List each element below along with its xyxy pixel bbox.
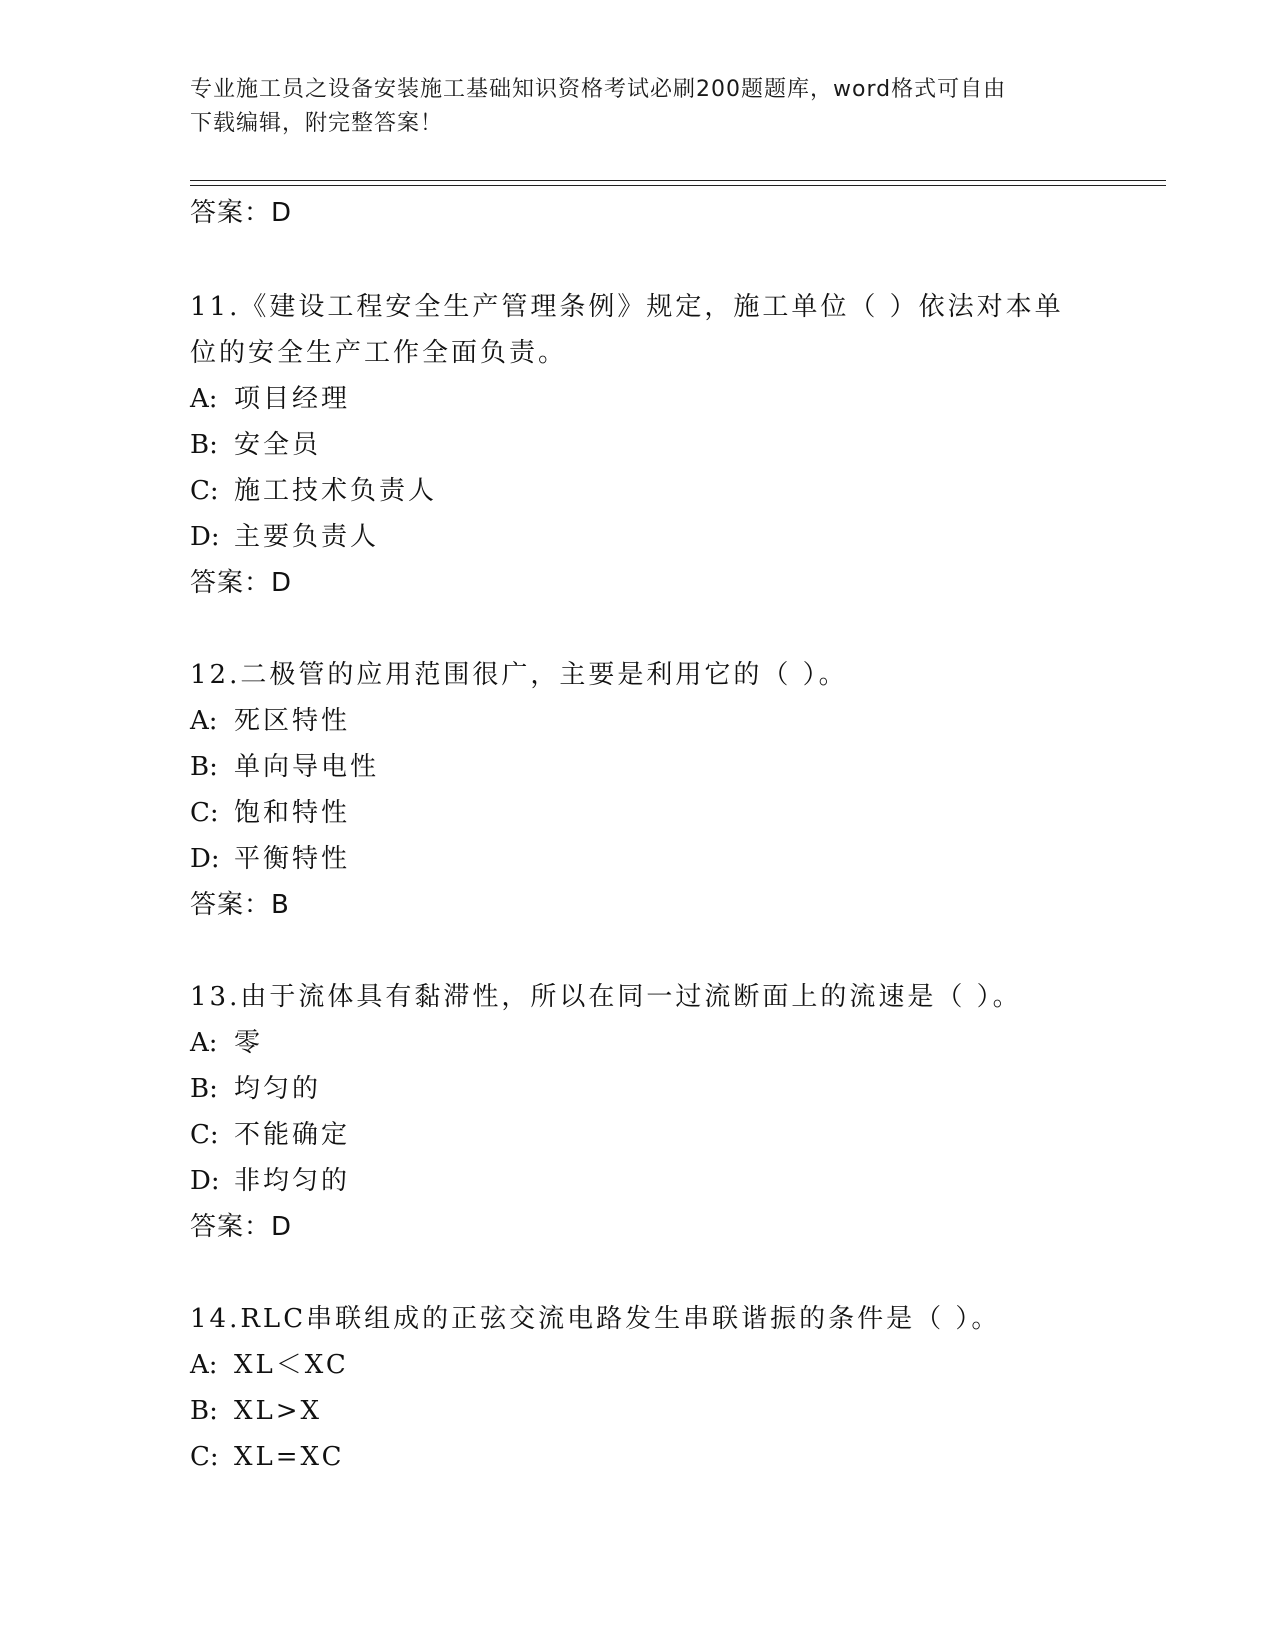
option-text: 非均匀的 (234, 1166, 351, 1196)
option-text: XL=XC (234, 1442, 345, 1472)
option-key: D: (190, 1166, 220, 1196)
question-11 (190, 284, 1150, 606)
option-d (190, 836, 1150, 882)
option-a (190, 376, 1150, 422)
question-13 (190, 974, 1150, 1250)
option-key: C: (190, 1442, 219, 1472)
option-key: C: (190, 476, 219, 506)
option-text: XL>X (234, 1396, 323, 1426)
option-key: C: (190, 798, 219, 828)
option-d (190, 514, 1150, 560)
option-key: A: (190, 1350, 218, 1380)
option-text: 平衡特性 (234, 844, 351, 874)
option-a (190, 1342, 1150, 1388)
option-text: 均匀的 (234, 1074, 322, 1104)
option-key: B: (190, 1074, 218, 1104)
option-key: A: (190, 706, 218, 736)
option-d (190, 1158, 1150, 1204)
header-line-1: 专业施工员之设备安装施工基础知识资格考试必刷200题题库，word格式可自由 (190, 77, 1007, 102)
option-b (190, 422, 1150, 468)
option-a (190, 698, 1150, 744)
option-text: 饱和特性 (234, 798, 351, 828)
option-text: 项目经理 (234, 384, 351, 414)
header-divider-bottom (190, 185, 1166, 186)
question-12 (190, 652, 1150, 928)
option-key: B: (190, 752, 218, 782)
question-stem: 13.由于流体具有黏滞性，所以在同一过流断面上的流速是（ ）。 (190, 982, 1022, 1012)
question-stem: 11.《建设工程安全生产管理条例》规定，施工单位（ ）依法对本单位的安全生产工作全面负责。 (190, 292, 1064, 368)
question-14 (190, 1296, 1150, 1480)
option-b (190, 1066, 1150, 1112)
option-key: B: (190, 1396, 218, 1426)
option-key: D: (190, 522, 220, 552)
option-text: 零 (234, 1028, 264, 1058)
answer-line: 答案：D (190, 1212, 293, 1242)
option-b (190, 744, 1150, 790)
option-c (190, 1112, 1150, 1158)
question-list (190, 190, 1150, 1526)
header-divider-top (190, 180, 1166, 181)
option-b (190, 1388, 1150, 1434)
option-c (190, 468, 1150, 514)
option-text: 单向导电性 (234, 752, 380, 782)
option-c (190, 1434, 1150, 1480)
option-text: 主要负责人 (234, 522, 380, 552)
answer-line: 答案：B (190, 890, 290, 920)
option-key: A: (190, 1028, 218, 1058)
previous-answer: 答案：D (190, 198, 293, 228)
question-stem: 12.二极管的应用范围很广，主要是利用它的（ ）。 (190, 660, 848, 690)
option-a (190, 1020, 1150, 1066)
answer-line: 答案：D (190, 568, 293, 598)
document-header (190, 73, 1090, 141)
header-line-2: 下载编辑，附完整答案！ (190, 111, 444, 136)
option-text: 不能确定 (234, 1120, 351, 1150)
option-c (190, 790, 1150, 836)
option-key: D: (190, 844, 220, 874)
question-stem: 14.RLC串联组成的正弦交流电路发生串联谐振的条件是（ ）。 (190, 1304, 1001, 1334)
option-key: C: (190, 1120, 219, 1150)
option-text: 安全员 (234, 430, 322, 460)
option-key: B: (190, 430, 218, 460)
option-text: XL＜XC (234, 1350, 349, 1380)
option-text: 施工技术负责人 (234, 476, 438, 506)
option-key: A: (190, 384, 218, 414)
option-text: 死区特性 (234, 706, 351, 736)
